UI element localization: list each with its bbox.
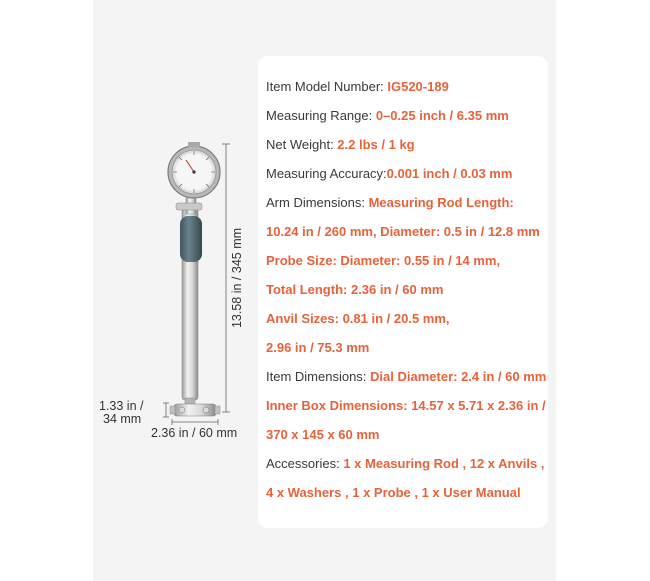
spec-line <box>266 398 546 414</box>
spec-value: Dial Diameter: 2.4 in / 60 mm <box>370 369 547 384</box>
spec-value: 0.001 inch / 0.03 mm <box>386 166 513 181</box>
height-dimension-label: 13.58 in / 345 mm <box>230 227 244 329</box>
spec-line <box>266 369 546 385</box>
spec-label: Accessories: <box>266 456 344 471</box>
spec-value: 10.24 in / 260 mm, Diameter: 0.5 in / 12.8 mm <box>266 224 540 239</box>
width-dimension-line <box>172 419 218 425</box>
spec-value: 2.2 lbs / 1 kg <box>337 137 415 152</box>
spec-line <box>266 427 379 443</box>
spec-label: Item Dimensions: <box>266 369 371 384</box>
spec-line <box>266 456 544 472</box>
spec-line <box>266 485 521 501</box>
spec-line <box>266 253 500 269</box>
spec-line <box>266 108 509 124</box>
spec-line <box>266 340 369 356</box>
spec-label: Measuring Range: <box>266 108 376 123</box>
insulated-grip <box>180 216 202 262</box>
spec-label: Item Model Number: <box>266 79 388 94</box>
width-dimension-label: 2.36 in / 60 mm <box>151 426 238 440</box>
spec-value: Total Length: 2.36 in / 60 mm <box>266 282 444 297</box>
spec-label: Arm Dimensions: <box>266 195 369 210</box>
spec-value: Inner Box Dimensions: 14.57 x 5.71 x 2.36 in / <box>266 398 546 413</box>
spec-value: Measuring Rod Length: <box>368 195 514 210</box>
spec-value: 1 x Measuring Rod , 12 x Anvils , <box>343 456 545 471</box>
spec-value: IG520-189 <box>387 79 449 94</box>
anvil-dimension-line <box>163 403 169 417</box>
spec-value: Anvil Sizes: 0.81 in / 20.5 mm, <box>266 311 450 326</box>
spec-line <box>266 311 450 327</box>
spec-line <box>266 166 512 182</box>
anvil-dimension-label-line1: 1.33 in / <box>99 399 144 413</box>
spec-label: Net Weight: <box>266 137 338 152</box>
height-dimension-line <box>222 144 230 412</box>
spec-label: Measuring Accuracy: <box>266 166 387 181</box>
spec-value: 2.96 in / 75.3 mm <box>266 340 370 355</box>
anvil-dimension-label-line2: 34 mm <box>103 412 142 426</box>
spec-line <box>266 79 449 95</box>
spec-value: 370 x 145 x 60 mm <box>266 427 380 442</box>
spec-value: 0–0.25 inch / 6.35 mm <box>375 108 509 123</box>
spec-value: Probe Size: Diameter: 0.55 in / 14 mm, <box>266 253 501 268</box>
spec-line <box>266 195 514 211</box>
spec-line <box>266 137 415 153</box>
spec-value: 4 x Washers , 1 x Probe , 1 x User Manual <box>266 485 521 500</box>
spec-line <box>266 224 540 240</box>
spec-line <box>266 282 443 298</box>
